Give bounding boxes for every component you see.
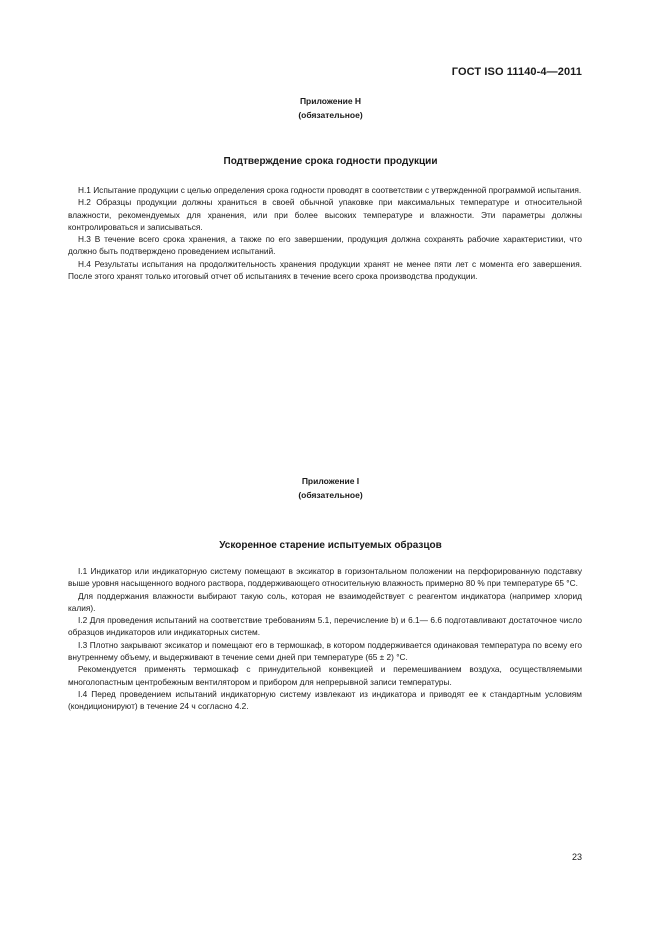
annex-h-paragraph: Н.2 Образцы продукции должны храниться в своей обычной упаковке при максимальных температуре и относительной влажности, рекомендуемых для хранения, или при более высоких температуре и влажности. Эти параметры должны контролироваться и записываться. [68, 197, 582, 232]
annex-h-status: (обязательное) [298, 110, 363, 120]
annex-h-title-block [0, 94, 661, 122]
annex-h-paragraph: Н.1 Испытание продукции с целью определения срока годности проводят в соответствии с утвержденной программой испытания. [78, 185, 582, 195]
annex-i-status: (обязательное) [298, 490, 363, 500]
annex-h-paragraph: Н.4 Результаты испытания на продолжительность хранения продукции хранят не менее пяти лет с момента его завершения. После этого хранят только итоговый отчет об испытаниях в течение всего срока производства продукции. [68, 258, 582, 282]
annex-i-paragraph: I.1 Индикатор или индикаторную систему помещают в эксикатор в горизонтальном положении на перфорированную подставку выше уровня насыщенного водного раствора, поддерживающего относительную влажность примерно 80 % при температуре 65 °С. [68, 566, 582, 589]
annex-i-title: Приложение I [301, 476, 360, 486]
annex-h-title: Приложение Н [299, 96, 362, 106]
annex-i-paragraph: I.2 Для проведения испытаний на соответствие требованиям 5.1, перечисление b) и 6.1— 6.6 подготавливают достаточное число образцов индикаторов или индикаторных систем. [68, 615, 582, 638]
annex-h-heading: Подтверждение срока годности продукции [223, 156, 438, 167]
annex-i-paragraph: Для поддержания влажности выбирают такую соль, которая не взаимодействует с реагентом индикатора (например хлорид калия). [68, 590, 582, 613]
annex-i-paragraph: I.4 Перед проведением испытаний индикаторную систему извлекают из индикатора и приводят ее к стандартным условиям (кондиционируют) в течение 24 ч согласно 4.2. [68, 688, 582, 712]
page-number: 23 [571, 852, 582, 862]
annex-i-heading: Ускоренное старение испытуемых образцов [219, 540, 442, 551]
annex-i-paragraph: I.3 Плотно закрывают эксикатор и помещают его в термошкаф, в котором поддерживается одинаковая температура по всему его внутреннему объему, и выдерживают в течение семи дней при температуре (65 ± 2) °С. [68, 639, 582, 663]
annex-h-body [68, 184, 582, 282]
annex-i-body [68, 565, 582, 713]
annex-h-paragraph: Н.3 В течение всего срока хранения, а также по его завершении, продукция должна сохранять рабочие характеристики, что должно быть подтверждено проведением испытаний. [68, 234, 582, 257]
document-code: ГОСТ ISO 11140-4—2011 [451, 66, 582, 78]
annex-i-paragraph: Рекомендуется применять термошкаф с принудительной конвекцией и перемешиванием воздуха, осуществляемыми многолопастным центробежным вентилятором и прибором для непрерывной записи температуры. [68, 664, 582, 687]
annex-i-title-block [0, 474, 661, 502]
